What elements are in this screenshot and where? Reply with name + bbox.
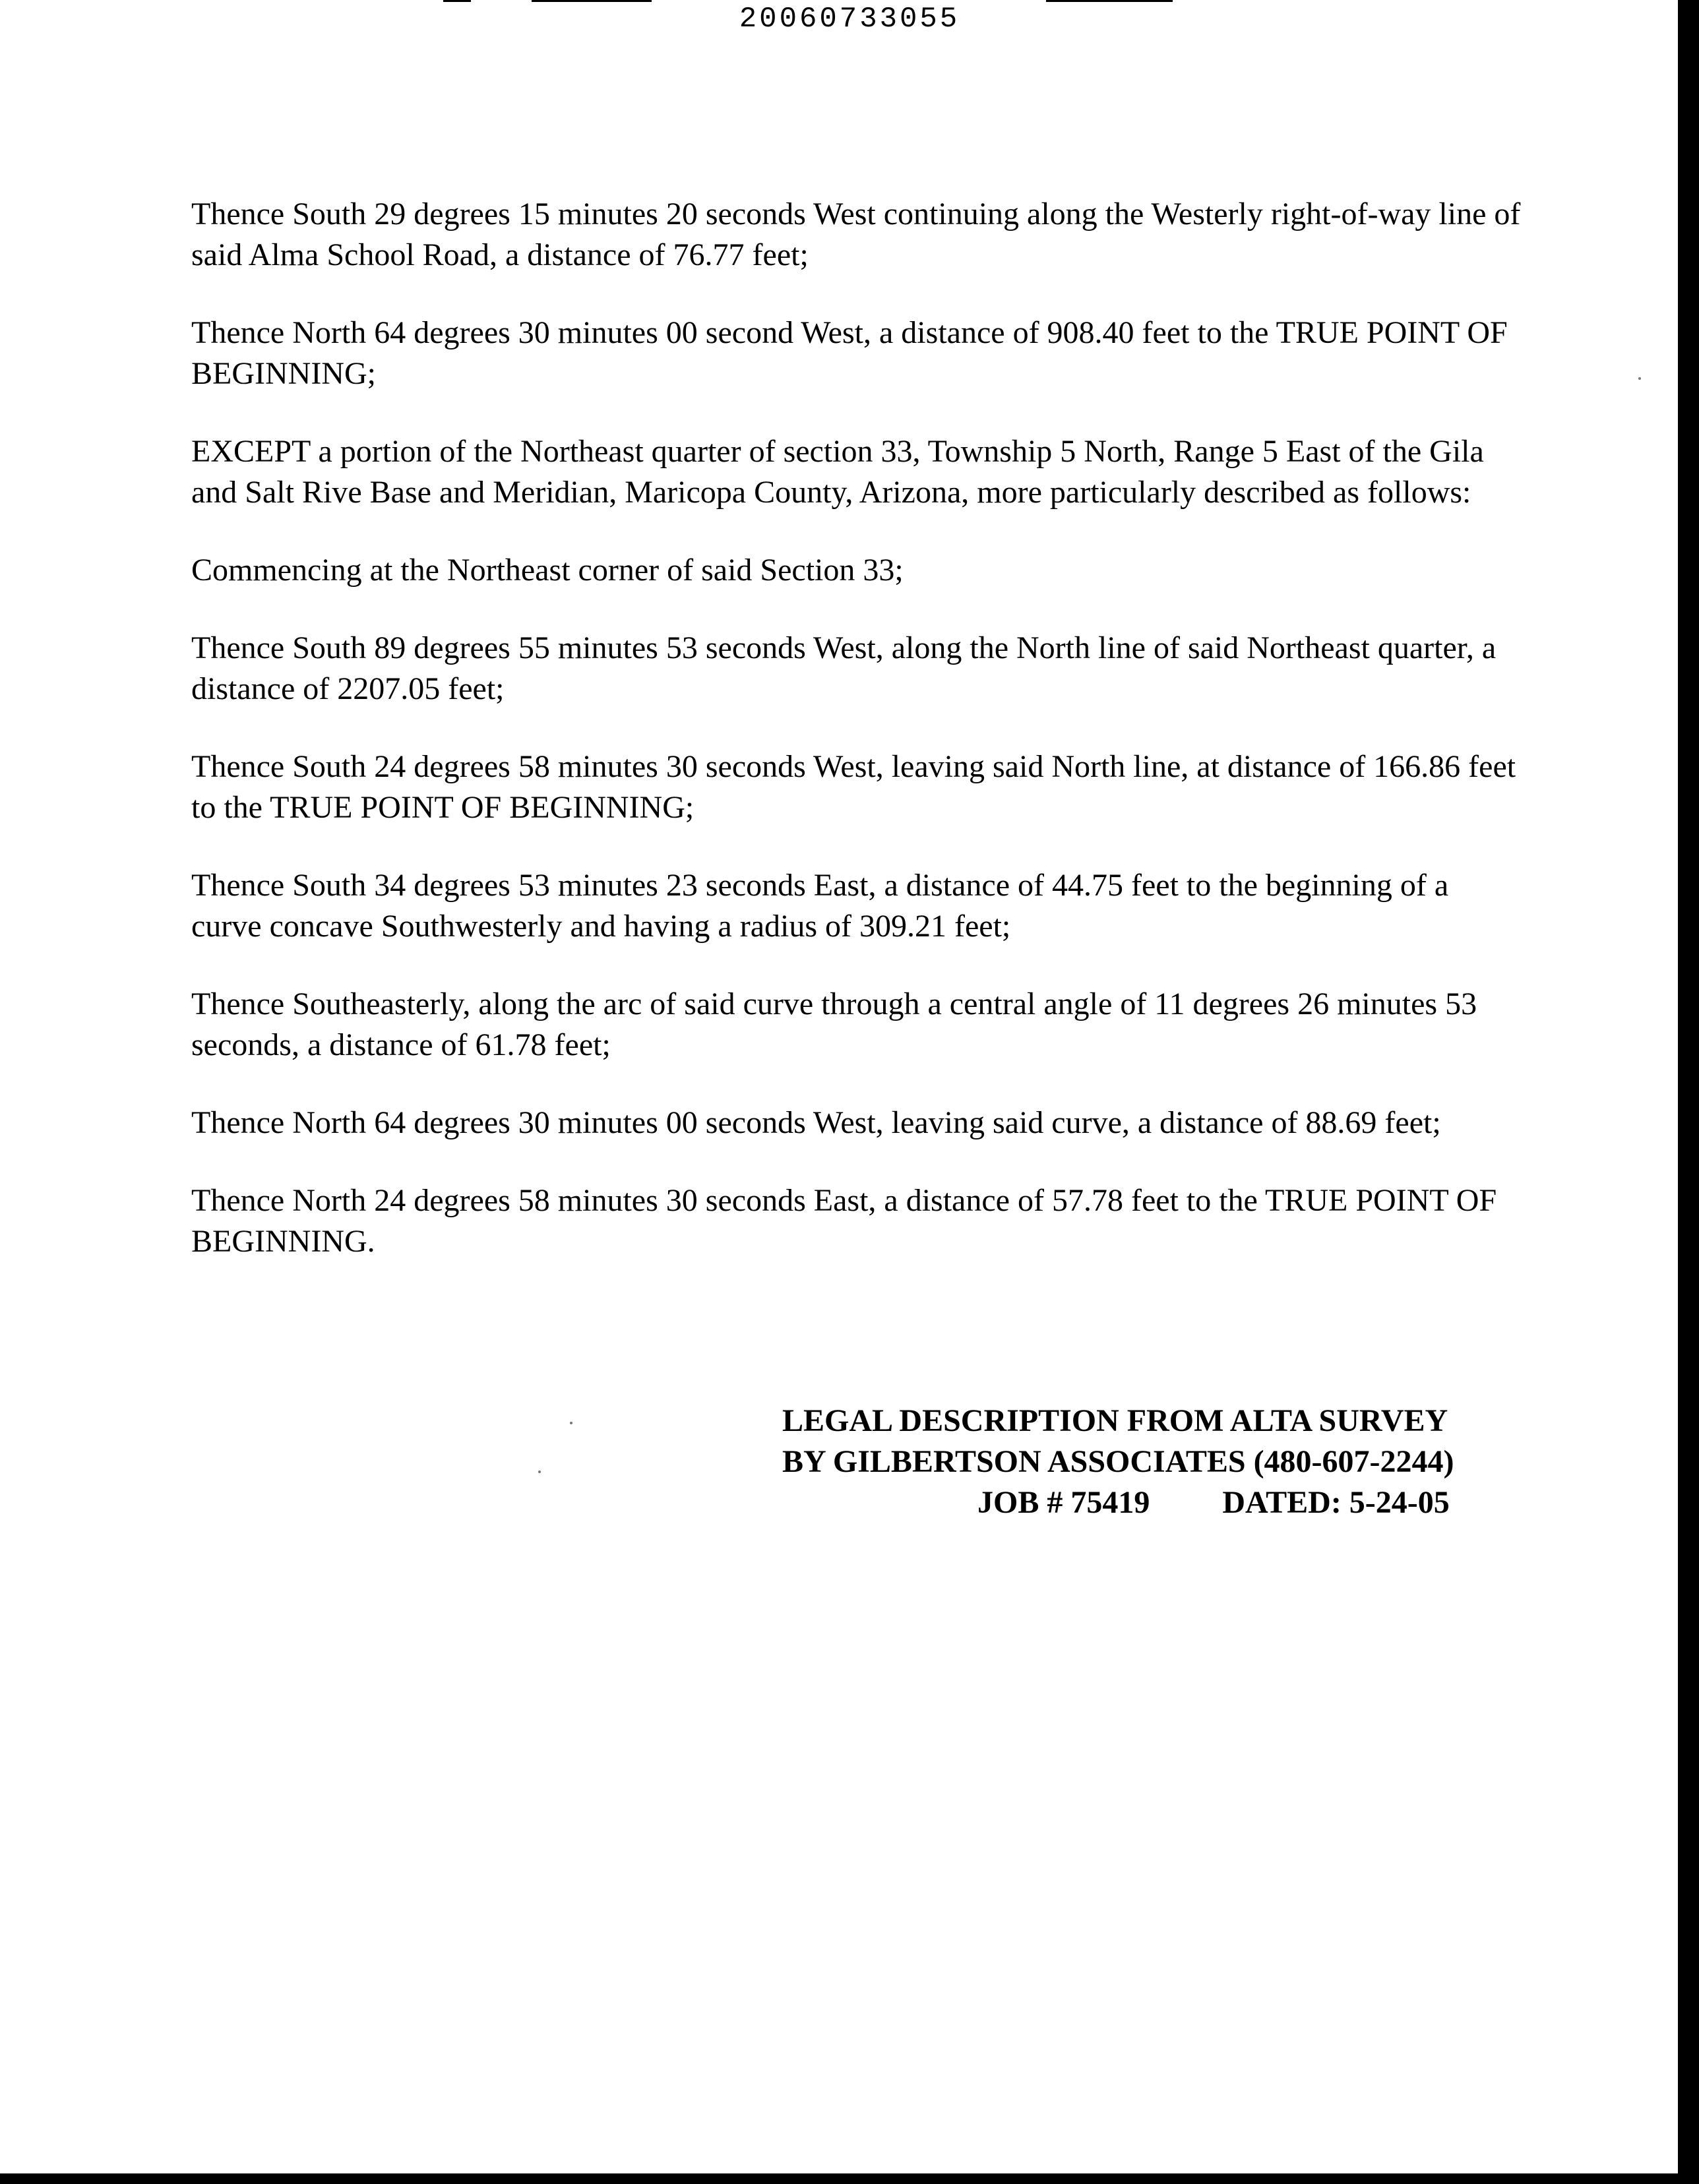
paragraph: Thence South 29 degrees 15 minutes 20 seconds West continuing along the Westerly right-of-way line of said Alma School Road, a distance of 76.77 feet; <box>191 197 1521 272</box>
scan-speck <box>1638 377 1641 380</box>
recording-number: 20060733055 <box>739 3 960 36</box>
survey-credit-block <box>782 1401 1495 1523</box>
paragraph: Thence South 89 degrees 55 minutes 53 seconds West, along the North line of said Northeast quarter, a distance of 2207.05 feet; <box>191 630 1497 706</box>
credit-line-2: BY GILBERTSON ASSOCIATES (480-607-2244) <box>782 1444 1454 1479</box>
job-number: JOB # 75419 <box>977 1485 1150 1520</box>
scan-speck <box>570 1422 572 1424</box>
scan-speck <box>538 1471 541 1473</box>
paragraph: Commencing at the Northeast corner of said Section 33; <box>191 553 904 588</box>
dated: DATED: 5-24-05 <box>1222 1485 1450 1520</box>
scan-edge-right <box>1678 0 1699 2184</box>
paragraph: Thence North 24 degrees 58 minutes 30 seconds East, a distance of 57.78 feet to the TRUE POINT OF BEGINNING. <box>191 1183 1497 1259</box>
paragraph: Thence North 64 degrees 30 minutes 00 second West, a distance of 908.40 feet to the TRUE POINT OF BEGINNING; <box>191 315 1508 391</box>
legal-description-body <box>191 194 1524 1299</box>
paragraph: Thence South 34 degrees 53 minutes 23 seconds East, a distance of 44.75 feet to the beginning of a curve concave Southwesterly and having a radius of 309.21 feet; <box>191 868 1449 944</box>
scan-edge-bottom <box>0 2173 1699 2184</box>
paragraph: Thence North 64 degrees 30 minutes 00 seconds West, leaving said curve, a distance of 88.69 feet; <box>191 1105 1441 1140</box>
paragraph: EXCEPT a portion of the Northeast quarter of section 33, Township 5 North, Range 5 East of the Gila and Salt Rive Base and Meridian, Maricopa County, Arizona, more particularly described as follows: <box>191 434 1484 510</box>
credit-line-1: LEGAL DESCRIPTION FROM ALTA SURVEY <box>782 1403 1448 1438</box>
paragraph: Thence Southeasterly, along the arc of said curve through a central angle of 11 degrees 26 minutes 53 seconds, a distance of 61.78 feet; <box>191 986 1477 1062</box>
paragraph: Thence South 24 degrees 58 minutes 30 seconds West, leaving said North line, at distance of 166.86 feet to the TRUE POINT OF BEGINNING; <box>191 749 1516 825</box>
job-date-line <box>782 1482 1495 1523</box>
